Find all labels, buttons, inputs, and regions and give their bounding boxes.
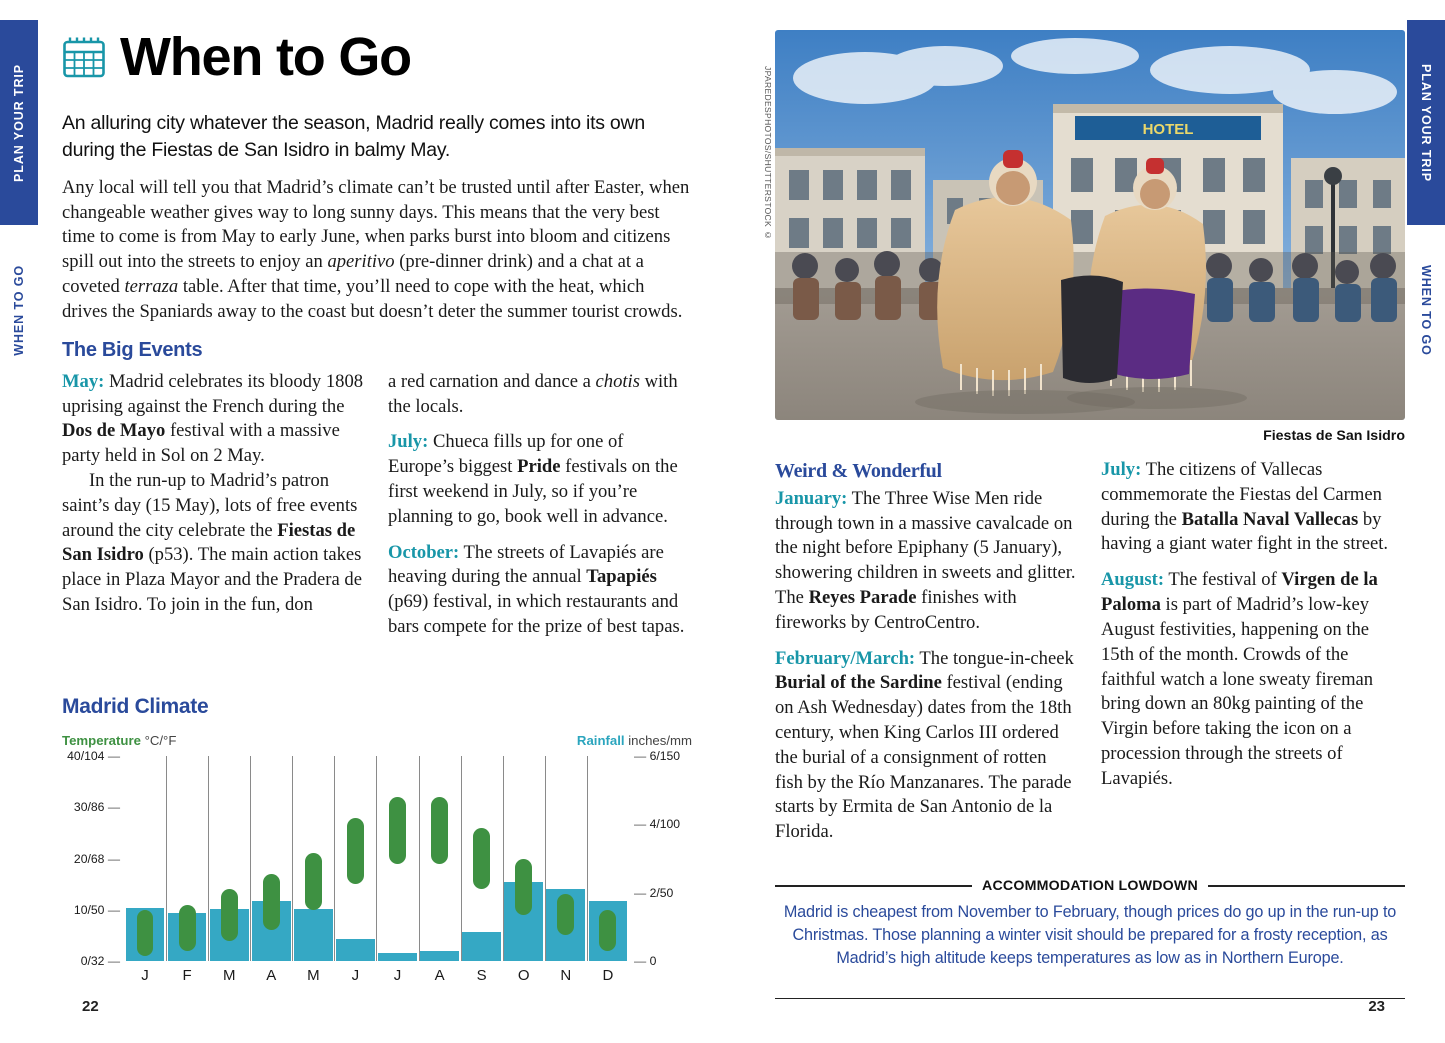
- may-text-2: festival with a massive party held in Sol on 2 May.: [62, 420, 340, 467]
- bold-burial-of-the-sardine: Burial of the Sardine: [775, 672, 942, 694]
- month-label: A: [266, 967, 277, 984]
- intro-text-1: Any local will tell you that Madrid’s climate can’t be trusted until after Easter, when changeable weather gives way to long sunny days. This means that the very best time to come is from May to early June, when parks burst into bloom and citizens spill out into the streets to enjoy an: [62, 176, 690, 273]
- folio-right: 23: [1368, 998, 1385, 1015]
- chart-gridline: [376, 756, 377, 961]
- lead-in-july: July:: [388, 431, 429, 453]
- bold-reyes-parade: Reyes Parade: [808, 586, 917, 608]
- page-title: When to Go: [120, 27, 411, 87]
- chart-month-cell: [250, 756, 292, 961]
- sidebar-tab-plan-your-trip-right[interactable]: [1407, 20, 1445, 225]
- photo-caption: Fiestas de San Isidro: [1263, 428, 1405, 444]
- right-axis-tick: — 6/150: [634, 749, 681, 763]
- temperature-range-capsule: [557, 894, 574, 935]
- intro-paragraph: [62, 176, 692, 325]
- chart-month-cell: [292, 756, 334, 961]
- sidebar-subtab-label: WHEN TO GO: [1419, 264, 1433, 356]
- legend-rainfall-unit: inches/mm: [628, 733, 692, 748]
- chart-month-cell: [419, 756, 461, 961]
- calendar-icon: [62, 35, 106, 79]
- chart-left-axis: [62, 749, 120, 968]
- madrid-climate-chart: [62, 695, 692, 984]
- chart-month-cell: [545, 756, 587, 961]
- month-label: J: [351, 967, 360, 984]
- paragraph-august: [1101, 568, 1405, 791]
- temperature-range-capsule: [599, 910, 616, 951]
- month-label: D: [602, 967, 614, 984]
- sidebar-tab-when-to-go-right[interactable]: [1407, 225, 1445, 385]
- sidebar-tab-plan-your-trip-left[interactable]: [0, 20, 38, 225]
- temperature-range-capsule: [263, 874, 280, 930]
- temperature-range-capsule: [179, 905, 196, 951]
- february-text-2: festival (ending on Ash Wednesday) dates from the 18th century, when King Carlos III ordered the burial of a consignment of rotten fish by the Río Manzanares. The parade starts by Ermita de San Antonio de la Florida.: [775, 672, 1072, 843]
- right-page: [765, 0, 1405, 1043]
- bold-virgen-de-la-paloma: Virgen de la Paloma: [1101, 569, 1378, 616]
- chart-bars: [124, 756, 629, 961]
- paragraph-february-march: [775, 647, 1079, 846]
- july-vallecas-text-1: The citizens of Vallecas commemorate the Fiestas del Carmen during the: [1101, 459, 1382, 530]
- photo-block: [763, 30, 1405, 444]
- lead-in-january: January:: [775, 487, 848, 509]
- chart-month-cell: [376, 756, 418, 961]
- intro-italic-aperitivo: aperitivo: [327, 251, 395, 273]
- left-axis-tick: 0/32 —: [80, 954, 120, 968]
- chart-title: Madrid Climate: [62, 695, 209, 718]
- rainfall-bar: [462, 932, 501, 961]
- chart-gridline: [461, 756, 462, 961]
- photo-credit: JPAREDESPHOTOS/SHUTTERSTOCK ©: [763, 66, 773, 241]
- temperature-range-capsule: [389, 797, 406, 864]
- weird-column-1: [775, 458, 1079, 845]
- san-isidro-text-1: In the run-up to Madrid’s patron saint’s day (15 May), lots of free events around the city celebrate the: [62, 469, 358, 541]
- month-label: J: [141, 967, 149, 984]
- august-text-2: is part of Madrid’s low-key August festivities, happening on the 15th of the month. Crowds of the faithful watch a lone sweaty fireman bring down an 80kg painting of the Virgin before taking the icon on a procession through the streets of Lavapiés.: [1101, 594, 1374, 789]
- july-text-2: festivals on the first weekend in July, so if you’re planning to go, book well in advance.: [388, 456, 678, 527]
- lead-in-february-march: February/March:: [775, 647, 916, 669]
- bold-pride: Pride: [517, 456, 561, 478]
- chart-month-cell: [166, 756, 208, 961]
- bold-batalla-naval-vallecas: Batalla Naval Vallecas: [1181, 508, 1359, 530]
- month-label: N: [560, 967, 572, 984]
- temperature-range-capsule: [137, 910, 154, 956]
- may-bold-dos-de-mayo: Dos de Mayo: [62, 420, 166, 442]
- july-text-1: Chueca fills up for one of Europe’s biggest: [388, 431, 624, 478]
- chart-month-cell: [587, 756, 629, 961]
- temperature-range-capsule: [515, 859, 532, 915]
- paragraph-july: [388, 430, 692, 529]
- chart-gridline: [419, 756, 420, 961]
- bottom-rule: [775, 998, 1405, 1000]
- section-heading-weird-wonderful: Weird & Wonderful: [775, 460, 942, 482]
- temperature-range-capsule: [221, 889, 238, 940]
- chart-month-cell: [461, 756, 503, 961]
- legend-temperature-label: Temperature: [62, 733, 141, 748]
- weird-column-2: [1101, 458, 1405, 845]
- lead-in-august: August:: [1101, 569, 1165, 591]
- cont-text-2: with the locals.: [388, 370, 678, 417]
- italic-chotis: chotis: [595, 370, 640, 392]
- folio-left: 22: [82, 998, 99, 1015]
- right-axis-tick: — 0: [634, 954, 657, 968]
- legend-temperature-unit: °C/°F: [144, 733, 177, 748]
- temperature-range-capsule: [347, 818, 364, 885]
- month-label: S: [476, 967, 487, 984]
- january-text-1: The Three Wise Men ride through town in a massive cavalcade on the night before Epiphany (5 January), showering children in sweets and glitter. The: [775, 487, 1076, 608]
- intro-italic-terraza: terraza: [124, 276, 179, 298]
- rule-right: [1208, 885, 1405, 887]
- may-text-1: Madrid celebrates its bloody 1808 uprising against the French during the: [62, 370, 364, 417]
- rainfall-bar: [420, 951, 459, 961]
- paragraph-may: [62, 370, 366, 469]
- legend-temperature: [62, 733, 176, 748]
- january-text-2: finishes with fireworks by CentroCentro.: [775, 586, 1017, 633]
- chart-month-cell: [208, 756, 250, 961]
- paragraph-san-isidro: [62, 469, 366, 618]
- month-label: M: [307, 967, 320, 984]
- page-header: [62, 27, 692, 87]
- legend-rainfall: [577, 733, 692, 748]
- photo-fiestas-de-san-isidro: [775, 30, 1405, 420]
- intro-text-3: table. After that time, you’ll need to cope with the heat, which drives the Spaniards away to the coast but doesn’t deter the summer tourist crowds.: [62, 276, 683, 322]
- sidebar-tab-when-to-go-left[interactable]: [0, 225, 38, 385]
- left-axis-tick: 10/50 —: [73, 902, 120, 917]
- left-axis-tick: 40/104 —: [67, 749, 120, 763]
- paragraph-january: [775, 487, 1079, 636]
- month-label: F: [182, 967, 192, 984]
- sidebar-tab-label: PLAN YOUR TRIP: [1419, 63, 1433, 182]
- chart-month-cell: [503, 756, 545, 961]
- chart-right-axis: [634, 749, 692, 968]
- july-vallecas-text-2: by having a giant water fight in the street.: [1101, 508, 1389, 555]
- chart-gridline: [334, 756, 335, 961]
- right-side-tab: [1407, 20, 1445, 385]
- sidebar-subtab-label: WHEN TO GO: [12, 264, 26, 356]
- big-events-section: [62, 339, 692, 640]
- rainfall-bar: [336, 939, 375, 961]
- lead-in-october: October:: [388, 541, 460, 563]
- paragraph-october: [388, 541, 692, 640]
- month-label: A: [434, 967, 445, 984]
- temperature-range-capsule: [305, 853, 322, 909]
- lowdown-header: [775, 878, 1405, 894]
- big-events-column-2: [388, 370, 692, 640]
- chart-plot-area: [62, 749, 692, 968]
- standfirst: An alluring city whatever the season, Madrid really comes into its own during the Fiestas de San Isidro in balmy May.: [62, 112, 645, 161]
- san-isidro-text-2: (p53). The main action takes place in Plaza Mayor and the Pradera de San Isidro. To join in the fun, don: [62, 544, 362, 615]
- legend-rainfall-label: Rainfall: [576, 733, 625, 748]
- lead-in-may: May:: [62, 370, 105, 392]
- intro-text-2: (pre-dinner drink) and a chat at a coveted: [62, 251, 644, 298]
- weird-wonderful-columns: [775, 458, 1405, 845]
- august-text-1: The festival of: [1164, 569, 1282, 591]
- left-page: [62, 0, 692, 1043]
- month-label: O: [517, 967, 530, 984]
- left-axis-tick: 30/86 —: [73, 800, 120, 815]
- right-axis-tick: — 4/100: [634, 817, 681, 832]
- big-events-column-1: [62, 370, 366, 640]
- month-label: M: [222, 967, 236, 984]
- lowdown-body: Madrid is cheapest from November to February, though prices do go up in the run-up to Christmas. Those planning a winter visit should be prepared for a frosty reception, as Madrid’s high altitude keeps temperatures as low as in Northern Europe.: [783, 903, 1397, 967]
- chart-month-cell: [334, 756, 376, 961]
- bold-fiestas-de-san-isidro: Fiestas de San Isidro: [62, 519, 356, 566]
- cont-text-1: a red carnation and dance a: [388, 370, 596, 392]
- sidebar-tab-label: PLAN YOUR TRIP: [12, 63, 26, 182]
- svg-text:HOTEL: HOTEL: [1142, 121, 1194, 138]
- bold-tapapies: Tapapiés: [586, 566, 657, 588]
- chart-month-labels: [124, 967, 629, 984]
- paragraph-continuation: [388, 370, 692, 420]
- rainfall-bar: [294, 909, 333, 961]
- left-side-tab: [0, 20, 38, 385]
- big-events-columns: [62, 370, 692, 640]
- october-text-2: (p69) festival, in which restaurants and bars compete for the prize of best tapas.: [388, 591, 685, 637]
- accommodation-lowdown-box: [775, 878, 1405, 970]
- chart-month-cell: [124, 756, 166, 961]
- right-axis-tick: — 2/50: [634, 885, 674, 900]
- rainfall-bar: [378, 953, 417, 961]
- section-heading-big-events: The Big Events: [62, 338, 203, 361]
- february-text-1: The tongue-in-cheek: [915, 647, 1074, 669]
- left-axis-tick: 20/68 —: [73, 851, 120, 866]
- lowdown-title: ACCOMMODATION LOWDOWN: [982, 878, 1198, 894]
- month-label: J: [393, 967, 402, 984]
- paragraph-july-vallecas: [1101, 458, 1405, 557]
- lead-in-july-vallecas: July:: [1101, 459, 1142, 480]
- rule-left: [775, 885, 972, 887]
- chart-legend: [62, 733, 692, 748]
- october-text-1: The streets of Lavapiés are heaving during the annual: [388, 541, 664, 588]
- temperature-range-capsule: [431, 797, 448, 864]
- temperature-range-capsule: [473, 828, 490, 890]
